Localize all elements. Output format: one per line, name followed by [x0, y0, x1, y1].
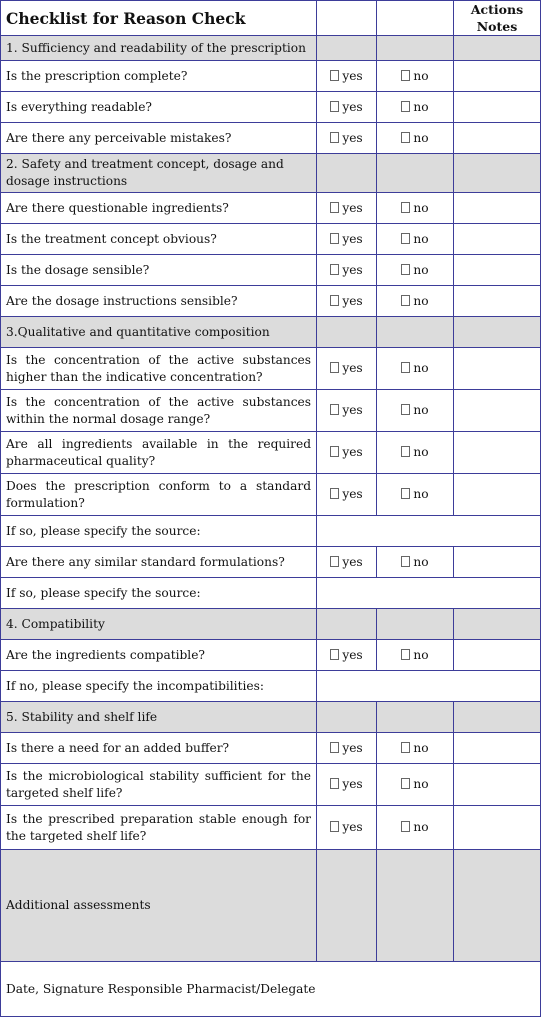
actions-notes-cell[interactable] [454, 348, 541, 390]
section-no-cell [377, 36, 454, 61]
no-option-checkbox[interactable] [401, 202, 410, 213]
no-option-checkbox[interactable] [401, 446, 410, 457]
question-row [1, 92, 541, 123]
question-text: Is there a need for an added buffer? [1, 733, 317, 764]
yes-option-cell [317, 474, 377, 516]
no-option-cell [377, 193, 454, 224]
no-option-label: no [413, 68, 429, 83]
signature-field[interactable]: Date, Signature Responsible Pharmacist/Delegate [1, 962, 541, 1017]
yes-option-checkbox[interactable] [330, 70, 339, 81]
section-yes-cell [317, 317, 377, 348]
section-notes-cell [454, 36, 541, 61]
actions-notes-cell[interactable] [454, 640, 541, 671]
no-option-cell [377, 640, 454, 671]
actions-notes-cell[interactable] [454, 432, 541, 474]
yes-option-label: yes [342, 777, 363, 791]
yes-option-cell [317, 640, 377, 671]
no-option-cell [377, 286, 454, 317]
yes-option-cell [317, 733, 377, 764]
question-text: Are all ingredients available in the required pharmaceutical quality? [1, 432, 317, 474]
header-no-cell [377, 1, 454, 36]
section-heading: 2. Safety and treatment concept, dosage and dosage instructions [1, 154, 317, 193]
no-option-label: no [413, 647, 429, 662]
yes-option-cell [317, 764, 377, 806]
signature-row [1, 962, 541, 1017]
checklist-title: Checklist for Reason Check [1, 1, 317, 36]
section-yes-cell [317, 702, 377, 733]
no-option-label: no [413, 403, 429, 417]
yes-option-checkbox[interactable] [330, 778, 339, 789]
actions-notes-cell[interactable] [454, 255, 541, 286]
actions-notes-cell[interactable] [454, 474, 541, 516]
no-option-checkbox[interactable] [401, 649, 410, 660]
yes-option-label: yes [342, 231, 363, 246]
no-option-label: no [413, 361, 429, 375]
specify-row [1, 578, 541, 609]
section-heading: 1. Sufficiency and readability of the prescription [1, 36, 317, 61]
specify-label: If so, please specify the source: [1, 578, 317, 609]
yes-option-checkbox[interactable] [330, 233, 339, 244]
specify-label: If so, please specify the source: [1, 516, 317, 547]
yes-option-label: yes [342, 293, 363, 308]
no-option-cell [377, 474, 454, 516]
section-no-cell [377, 317, 454, 348]
header-yes-cell [317, 1, 377, 36]
no-option-cell [377, 92, 454, 123]
question-row [1, 123, 541, 154]
yes-option-checkbox[interactable] [330, 404, 339, 415]
question-row [1, 764, 541, 806]
question-text: Is everything readable? [1, 92, 317, 123]
no-option-cell [377, 61, 454, 92]
yes-option-label: yes [342, 361, 363, 375]
yes-option-cell [317, 224, 377, 255]
question-text: Is the concentration of the active substances higher than the indicative concentration? [1, 348, 317, 390]
question-text: Is the treatment concept obvious? [1, 224, 317, 255]
yes-option-label: yes [342, 740, 363, 755]
yes-option-checkbox[interactable] [330, 488, 339, 499]
question-text: Are the dosage instructions sensible? [1, 286, 317, 317]
no-option-cell [377, 255, 454, 286]
question-row [1, 255, 541, 286]
section-row [1, 317, 541, 348]
no-option-checkbox[interactable] [401, 488, 410, 499]
additional-assessments-field[interactable]: Additional assessments [1, 850, 317, 962]
no-option-label: no [413, 554, 429, 569]
section-yes-cell [317, 609, 377, 640]
yes-option-cell [317, 547, 377, 578]
specify-label: If no, please specify the incompatibilities: [1, 671, 317, 702]
yes-option-cell [317, 390, 377, 432]
yes-option-checkbox[interactable] [330, 264, 339, 275]
no-option-cell [377, 348, 454, 390]
question-text: Is the concentration of the active substances within the normal dosage range? [1, 390, 317, 432]
yes-option-checkbox[interactable] [330, 821, 339, 832]
no-option-checkbox[interactable] [401, 295, 410, 306]
section-heading: 5. Stability and shelf life [1, 702, 317, 733]
section-notes-cell [454, 702, 541, 733]
no-option-label: no [413, 445, 429, 459]
header-notes-label: Notes [476, 19, 518, 34]
question-row [1, 733, 541, 764]
yes-option-cell [317, 92, 377, 123]
question-row [1, 224, 541, 255]
yes-option-checkbox[interactable] [330, 132, 339, 143]
question-row [1, 806, 541, 850]
section-no-cell [377, 154, 454, 193]
section-heading: 3.Qualitative and quantitative composition [1, 317, 317, 348]
yes-option-label: yes [342, 820, 363, 834]
question-text: Are the ingredients compatible? [1, 640, 317, 671]
yes-option-checkbox[interactable] [330, 649, 339, 660]
no-option-checkbox[interactable] [401, 404, 410, 415]
yes-option-label: yes [342, 403, 363, 417]
question-text: Are there any perceivable mistakes? [1, 123, 317, 154]
no-option-checkbox[interactable] [401, 362, 410, 373]
question-row [1, 432, 541, 474]
header-actions-label: Actions [470, 2, 524, 17]
question-row [1, 61, 541, 92]
section-heading: 4. Compatibility [1, 609, 317, 640]
no-option-checkbox[interactable] [401, 742, 410, 753]
yes-option-label: yes [342, 487, 363, 501]
yes-option-label: yes [342, 68, 363, 83]
yes-option-label: yes [342, 99, 363, 114]
no-option-cell [377, 806, 454, 850]
no-option-cell [377, 224, 454, 255]
yes-option-label: yes [342, 200, 363, 215]
yes-option-label: yes [342, 130, 363, 145]
no-option-checkbox[interactable] [401, 233, 410, 244]
question-text: Is the microbiological stability sufficient for the targeted shelf life? [1, 764, 317, 806]
actions-notes-cell[interactable] [454, 806, 541, 850]
yes-option-label: yes [342, 262, 363, 277]
section-no-cell [377, 609, 454, 640]
yes-option-checkbox[interactable] [330, 742, 339, 753]
header-actions-notes [454, 1, 541, 36]
question-text: Are there questionable ingredients? [1, 193, 317, 224]
yes-option-cell [317, 123, 377, 154]
question-row [1, 193, 541, 224]
no-option-cell [377, 390, 454, 432]
yes-option-cell [317, 61, 377, 92]
actions-notes-cell[interactable] [454, 390, 541, 432]
section-yes-cell [317, 154, 377, 193]
yes-option-cell [317, 286, 377, 317]
question-row [1, 474, 541, 516]
question-text: Is the dosage sensible? [1, 255, 317, 286]
yes-option-checkbox[interactable] [330, 556, 339, 567]
yes-option-cell [317, 432, 377, 474]
section-row [1, 609, 541, 640]
actions-notes-cell[interactable] [454, 92, 541, 123]
section-notes-cell [454, 154, 541, 193]
yes-option-cell [317, 348, 377, 390]
no-option-label: no [413, 231, 429, 246]
no-option-label: no [413, 293, 429, 308]
no-option-checkbox[interactable] [401, 821, 410, 832]
actions-notes-cell[interactable] [454, 123, 541, 154]
question-row [1, 390, 541, 432]
assess-yes-cell [317, 850, 377, 962]
no-option-checkbox[interactable] [401, 101, 410, 112]
actions-notes-cell[interactable] [454, 547, 541, 578]
question-text: Does the prescription conform to a standard formulation? [1, 474, 317, 516]
yes-option-checkbox[interactable] [330, 295, 339, 306]
actions-notes-cell[interactable] [454, 286, 541, 317]
no-option-checkbox[interactable] [401, 70, 410, 81]
section-notes-cell [454, 609, 541, 640]
specify-field[interactable] [317, 578, 541, 609]
no-option-label: no [413, 777, 429, 791]
yes-option-cell [317, 255, 377, 286]
no-option-cell [377, 547, 454, 578]
question-text: Are there any similar standard formulations? [1, 547, 317, 578]
no-option-label: no [413, 262, 429, 277]
no-option-checkbox[interactable] [401, 556, 410, 567]
actions-notes-cell[interactable] [454, 224, 541, 255]
question-row [1, 547, 541, 578]
specify-row [1, 516, 541, 547]
actions-notes-cell[interactable] [454, 764, 541, 806]
no-option-cell [377, 123, 454, 154]
section-notes-cell [454, 317, 541, 348]
no-option-checkbox[interactable] [401, 264, 410, 275]
assess-notes-cell [454, 850, 541, 962]
no-option-cell [377, 733, 454, 764]
header-row [1, 1, 541, 36]
yes-option-label: yes [342, 445, 363, 459]
additional-assessments-row [1, 850, 541, 962]
question-row [1, 286, 541, 317]
table-body [1, 1, 541, 1017]
yes-option-cell [317, 193, 377, 224]
specify-field[interactable] [317, 671, 541, 702]
no-option-label: no [413, 130, 429, 145]
question-row [1, 640, 541, 671]
actions-notes-cell[interactable] [454, 733, 541, 764]
question-row [1, 348, 541, 390]
yes-option-checkbox[interactable] [330, 446, 339, 457]
yes-option-checkbox[interactable] [330, 362, 339, 373]
specify-row [1, 671, 541, 702]
section-row [1, 702, 541, 733]
question-text: Is the prescription complete? [1, 61, 317, 92]
yes-option-checkbox[interactable] [330, 202, 339, 213]
no-option-checkbox[interactable] [401, 132, 410, 143]
section-yes-cell [317, 36, 377, 61]
no-option-label: no [413, 99, 429, 114]
no-option-label: no [413, 200, 429, 215]
question-text: Is the prescribed preparation stable enough for the targeted shelf life? [1, 806, 317, 850]
specify-field[interactable] [317, 516, 541, 547]
yes-option-label: yes [342, 647, 363, 662]
section-row [1, 154, 541, 193]
section-row [1, 36, 541, 61]
section-no-cell [377, 702, 454, 733]
actions-notes-cell[interactable] [454, 61, 541, 92]
actions-notes-cell[interactable] [454, 193, 541, 224]
no-option-cell [377, 764, 454, 806]
assess-no-cell [377, 850, 454, 962]
yes-option-cell [317, 806, 377, 850]
no-option-cell [377, 432, 454, 474]
yes-option-label: yes [342, 554, 363, 569]
no-option-label: no [413, 487, 429, 501]
no-option-label: no [413, 820, 429, 834]
yes-option-checkbox[interactable] [330, 101, 339, 112]
no-option-label: no [413, 740, 429, 755]
no-option-checkbox[interactable] [401, 778, 410, 789]
